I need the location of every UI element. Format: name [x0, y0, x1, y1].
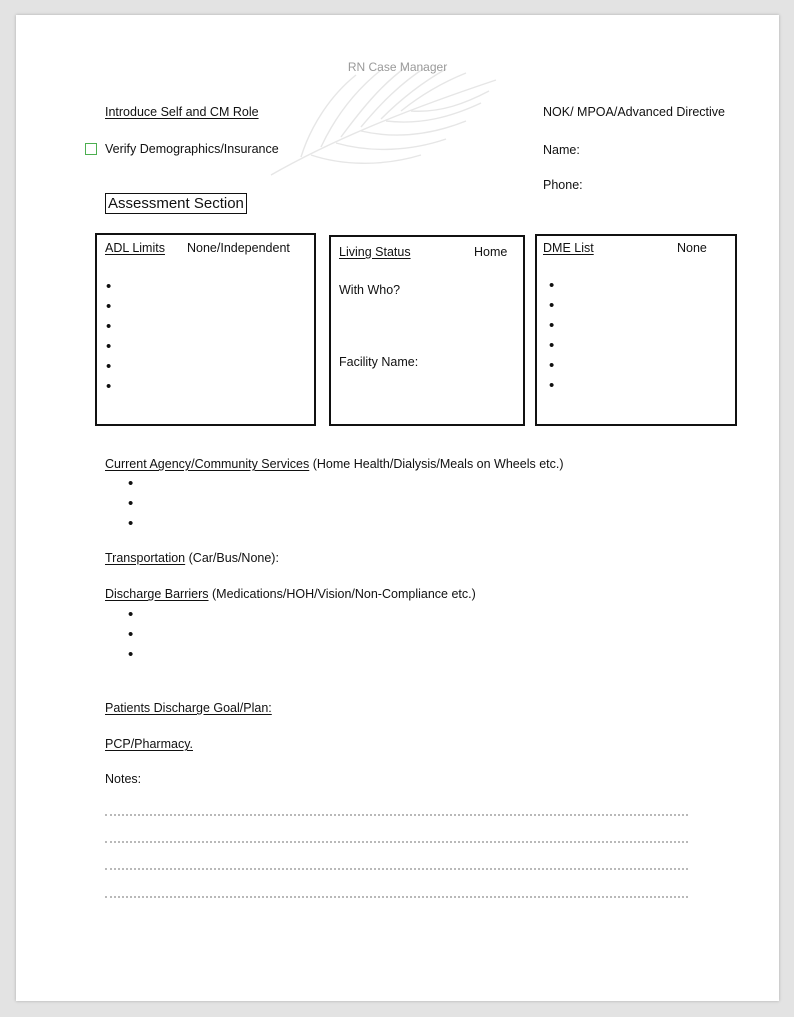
barriers-bullet-list — [128, 605, 133, 665]
with-who-label: With Who? — [339, 283, 401, 297]
adl-box — [95, 233, 316, 426]
living-status-value: Home — [474, 245, 508, 259]
nok-title: NOK/ MPOA/Advanced Directive — [543, 105, 726, 119]
list-item — [128, 474, 133, 494]
dme-bullet-list — [549, 276, 554, 396]
list-item — [128, 625, 133, 645]
list-item — [549, 356, 554, 376]
notes-line — [105, 868, 688, 870]
document-page — [16, 15, 779, 1001]
barriers-hint: (Medications/HOH/Vision/Non-Compliance etc.) — [212, 587, 476, 601]
living-status-box — [329, 235, 525, 426]
barriers-row — [105, 587, 476, 601]
list-item — [549, 376, 554, 396]
list-item — [106, 377, 111, 397]
barriers-label: Discharge Barriers — [105, 587, 209, 601]
agency-bullet-list — [128, 474, 133, 534]
list-item — [106, 317, 111, 337]
list-item — [106, 337, 111, 357]
agency-label: Current Agency/Community Services — [105, 457, 310, 471]
list-item — [106, 297, 111, 317]
adl-bullet-list — [106, 277, 111, 397]
transport-hint: (Car/Bus/None): — [188, 551, 279, 565]
living-status-label: Living Status — [339, 245, 411, 259]
adl-label: ADL Limits — [105, 241, 165, 255]
adl-value: None/Independent — [187, 241, 290, 255]
list-item — [549, 296, 554, 316]
verify-checkbox[interactable] — [85, 143, 97, 155]
list-item — [549, 276, 554, 296]
page-header-title: RN Case Manager — [347, 60, 448, 74]
intro-role-label: Introduce Self and CM Role — [105, 105, 259, 119]
notes-label: Notes: — [105, 772, 142, 786]
notes-line — [105, 896, 688, 898]
verify-demographics-label: Verify Demographics/Insurance — [105, 142, 279, 156]
list-item — [106, 357, 111, 377]
transport-row — [105, 551, 279, 565]
list-item — [106, 277, 111, 297]
nok-phone-label: Phone: — [543, 178, 583, 192]
agency-hint: (Home Health/Dialysis/Meals on Wheels etc.) — [312, 457, 564, 471]
facility-name-label: Facility Name: — [339, 355, 419, 369]
dme-box — [535, 234, 737, 426]
nok-name-label: Name: — [543, 143, 580, 157]
list-item — [128, 514, 133, 534]
notes-line — [105, 841, 688, 843]
pcp-pharmacy-label: PCP/Pharmacy. — [105, 737, 193, 751]
list-item — [128, 605, 133, 625]
notes-line — [105, 814, 688, 816]
list-item — [549, 336, 554, 356]
transport-label: Transportation — [105, 551, 186, 565]
list-item — [128, 494, 133, 514]
list-item — [549, 316, 554, 336]
dme-label: DME List — [543, 241, 594, 255]
assessment-section-title: Assessment Section — [105, 193, 247, 214]
dme-value: None — [677, 241, 707, 255]
list-item — [128, 645, 133, 665]
discharge-goal-label: Patients Discharge Goal/Plan: — [105, 701, 272, 715]
agency-row — [105, 457, 564, 471]
leaf-watermark-icon — [261, 55, 501, 195]
